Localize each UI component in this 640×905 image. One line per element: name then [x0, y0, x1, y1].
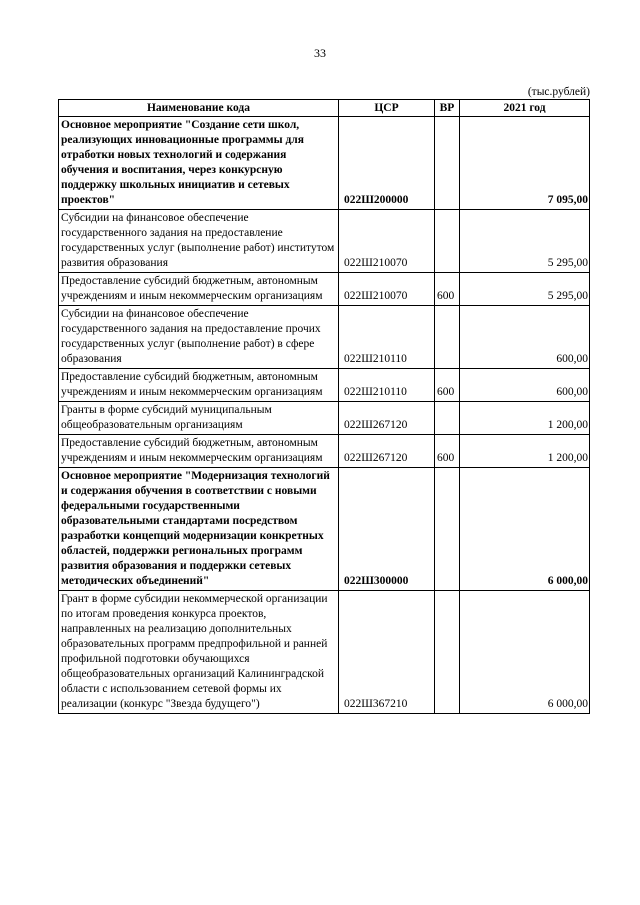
- row-name: Основное мероприятие "Модернизация технологий и содержания обучения в соответствии с новыми федеральными государственными образовательными стандартами посредством разработки концепций модернизации конкретных областей, поддержки региональных программ развития образования и поддержки сетевых методических объединений": [59, 468, 339, 591]
- row-csr: 022Ш210070: [339, 273, 435, 306]
- row-vr: [435, 306, 460, 369]
- row-vr: 600: [435, 369, 460, 402]
- row-csr: 022Ш267120: [339, 402, 435, 435]
- header-year: 2021 год: [460, 100, 590, 117]
- row-name: Предоставление субсидий бюджетным, автономным учреждениям и иным некоммерческим организациям: [59, 435, 339, 468]
- row-amount: 5 295,00: [460, 273, 590, 306]
- row-amount: 1 200,00: [460, 435, 590, 468]
- row-amount: 5 295,00: [460, 210, 590, 273]
- row-name: Гранты в форме субсидий муниципальным общеобразовательным организациям: [59, 402, 339, 435]
- row-name: Основное мероприятие "Создание сети школ, реализующих инновационные программы для отработки новых технологий и содержания обучения и воспитания, через конкурсную поддержку школьных инициатив и сетевых проектов": [59, 117, 339, 210]
- header-csr: ЦСР: [339, 100, 435, 117]
- page-number: 33: [314, 46, 326, 60]
- row-name: Грант в форме субсидии некоммерческой организации по итогам проведения конкурса проектов, направленных на реализацию дополнительных образовательных программ предпрофильной и ранней профильной подготовки обучающихся общеобразовательных организаций Калининградской области с использованием сетевой формы их реализации (конкурс "Звезда будущего"): [59, 591, 339, 714]
- row-name: Предоставление субсидий бюджетным, автономным учреждениям и иным некоммерческим организациям: [59, 273, 339, 306]
- budget-table: [58, 99, 590, 714]
- row-amount: 7 095,00: [460, 117, 590, 210]
- row-vr: [435, 591, 460, 714]
- row-amount: 600,00: [460, 306, 590, 369]
- row-vr: [435, 468, 460, 591]
- header-name: Наименование кода: [59, 100, 339, 117]
- row-csr: 022Ш367210: [339, 591, 435, 714]
- row-csr: 022Ш210110: [339, 369, 435, 402]
- row-csr: 022Ш210110: [339, 306, 435, 369]
- table-header-row: [59, 100, 590, 117]
- row-csr: 022Ш210070: [339, 210, 435, 273]
- row-amount: 6 000,00: [460, 468, 590, 591]
- table-row: [59, 210, 590, 273]
- header-vr: ВР: [435, 100, 460, 117]
- row-csr: 022Ш300000: [339, 468, 435, 591]
- row-name: Субсидии на финансовое обеспечение государственного задания на предоставление государственных услуг (выполнение работ) институтом развития образования: [59, 210, 339, 273]
- row-amount: 1 200,00: [460, 402, 590, 435]
- table-row: [59, 402, 590, 435]
- row-amount: 6 000,00: [460, 591, 590, 714]
- table-row: [59, 468, 590, 591]
- unit-note: (тыс.рублей): [527, 86, 590, 98]
- row-name: Субсидии на финансовое обеспечение государственного задания на предоставление прочих государственных услуг (выполнение работ) в сфере образования: [59, 306, 339, 369]
- row-csr: 022Ш267120: [339, 435, 435, 468]
- table-row: [59, 273, 590, 306]
- table-row: [59, 435, 590, 468]
- row-vr: [435, 210, 460, 273]
- row-vr: 600: [435, 273, 460, 306]
- table-row: [59, 117, 590, 210]
- row-amount: 600,00: [460, 369, 590, 402]
- row-csr: 022Ш200000: [339, 117, 435, 210]
- row-vr: [435, 402, 460, 435]
- row-vr: 600: [435, 435, 460, 468]
- row-name: Предоставление субсидий бюджетным, автономным учреждениям и иным некоммерческим организациям: [59, 369, 339, 402]
- table-row: [59, 369, 590, 402]
- table-row: [59, 306, 590, 369]
- row-vr: [435, 117, 460, 210]
- table-row: [59, 591, 590, 714]
